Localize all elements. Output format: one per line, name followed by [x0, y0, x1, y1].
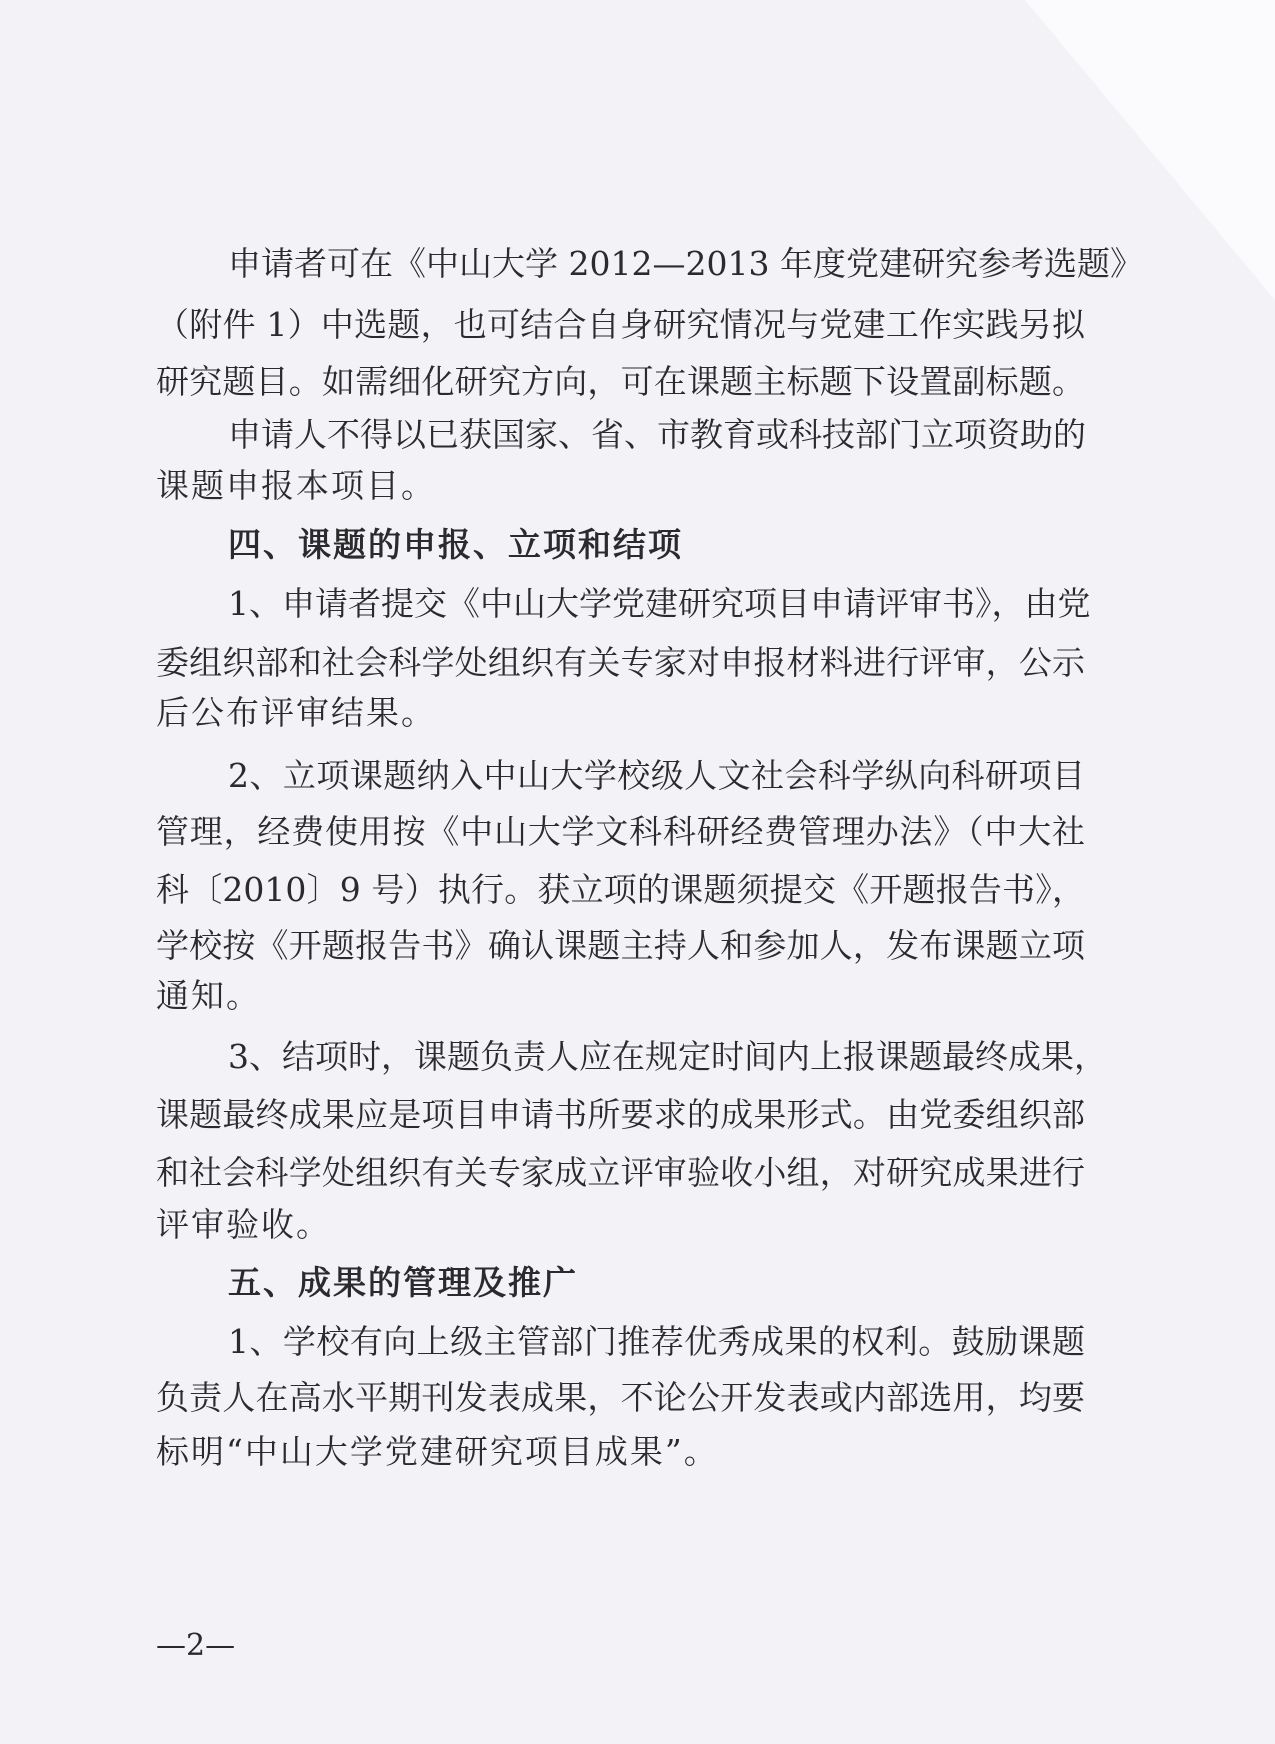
text-line: 学校按《开题报告书》确认课题主持人和参加人，发布课题立项 [156, 926, 1085, 965]
text-line: 评审验收。 [156, 1205, 331, 1244]
text-line: （附件 1）中选题，也可结合自身研究情况与党建工作实践另拟 [156, 305, 1085, 344]
text-line: 1、学校有向上级主管部门推荐优秀成果的权利。鼓励课题 [228, 1322, 1085, 1361]
text-line: 1、申请者提交《中山大学党建研究项目申请评审书》，由党 [228, 584, 1091, 623]
text-line: 课题申报本项目。 [156, 466, 436, 505]
text-line: 委组织部和社会科学处组织有关专家对申报材料进行评审，公示 [156, 643, 1085, 682]
text-line: 课题最终成果应是项目申请书所要求的成果形式。由党委组织部 [156, 1095, 1085, 1134]
text-line: 申请人不得以已获国家、省、市教育或科技部门立项资助的 [228, 415, 1086, 454]
text-line: 通知。 [156, 976, 261, 1015]
text-line: 研究题目。如需细化研究方向，可在课题主标题下设置副标题。 [156, 362, 1085, 401]
text-line: 负责人在高水平期刊发表成果，不论公开发表或内部选用，均要 [156, 1378, 1085, 1417]
text-line: 后公布评审结果。 [156, 693, 436, 732]
text-line: 3、结项时，课题负责人应在规定时间内上报课题最终成果， [228, 1037, 1107, 1076]
text-line: 管理，经费使用按《中山大学文科科研经费管理办法》（中大社 [156, 812, 1085, 851]
text-line: 申请者可在《中山大学 2012—2013 年度党建研究参考选题》 [228, 244, 1143, 283]
text-line: 科〔2010〕9 号）执行。获立项的课题须提交《开题报告书》， [156, 870, 1085, 909]
page-number: —2— [156, 1628, 236, 1663]
text-line: 和社会科学处组织有关专家成立评审验收小组，对研究成果进行 [156, 1153, 1085, 1192]
text-line: 2、立项课题纳入中山大学校级人文社会科学纵向科研项目 [228, 756, 1085, 795]
text-line: 标明“中山大学党建研究项目成果”。 [156, 1432, 719, 1471]
section-heading: 五、成果的管理及推广 [228, 1263, 578, 1302]
section-heading: 四、课题的申报、立项和结项 [228, 525, 683, 564]
